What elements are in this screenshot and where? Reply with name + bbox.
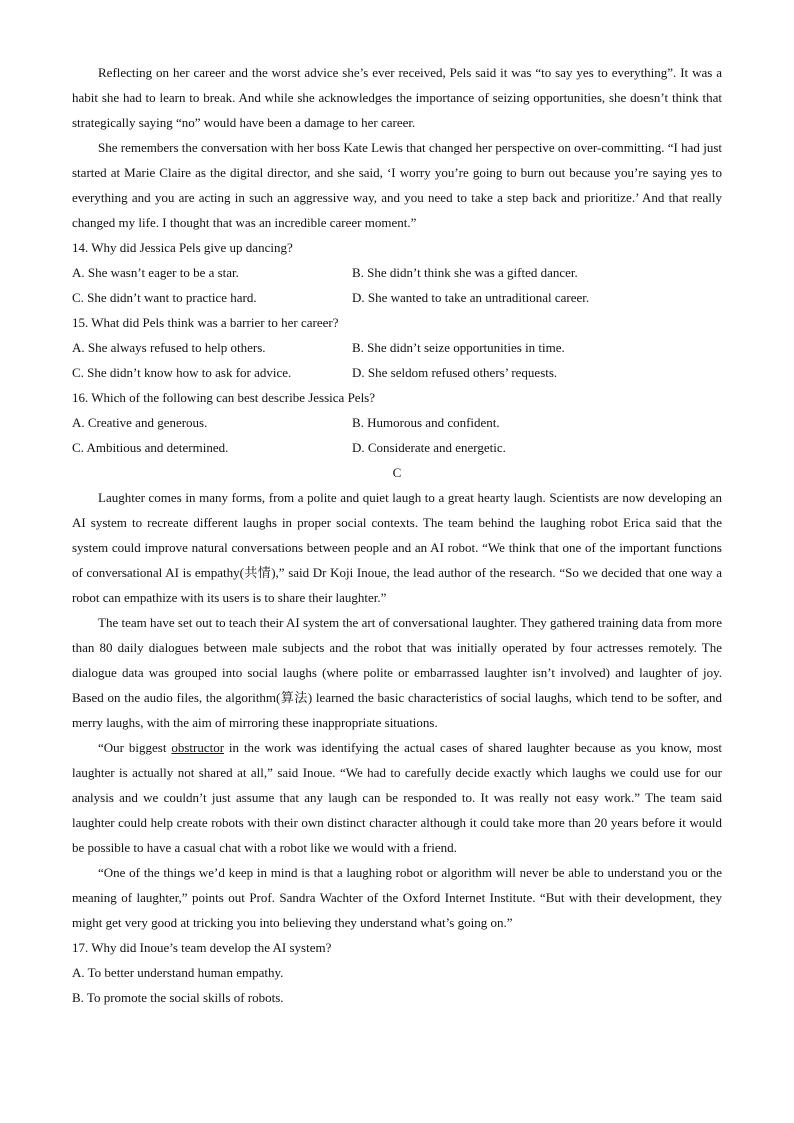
option-b: B. She didn’t think she was a gifted dancer. — [352, 265, 578, 280]
paragraph-text: “Our biggest — [98, 740, 172, 755]
option-a: A. She wasn’t eager to be a star. — [72, 265, 239, 280]
option-b: B. To promote the social skills of robots. — [72, 990, 284, 1005]
passage-c-paragraph-1: Laughter comes in many forms, from a polite and quiet laugh to a great hearty laugh. Scientists are now developing an AI system to recreate different laughs in proper social contexts. The team behind the laughing robot Erica said that the system could improve natural conversations between people and an AI robot. “We think that one of the important functions of conversational AI is empathy(共情),” said Dr Koji Inoue, the lead author of the research. “So we decided that one way a robot can empathize with its users is to share their laughter.” — [72, 490, 722, 605]
paragraph-text: in the work was identifying the actual cases of shared laughter because as you know, most laughter is actually not shared at all,” said Inoue. “We had to carefully decide exactly which laughs we could use for our analysis and we couldn’t just assume that any laugh can be responded to. It was really not easy work.” The team said laughter could help create robots with their own distinct character although it could take more than 20 years before it would be possible to have a casual chat with a robot like we would with a friend. — [72, 740, 722, 855]
passage-b-paragraph-1: Reflecting on her career and the worst advice she’s ever received, Pels said it was “to say yes to everything”. It was a habit she had to learn to break. And while she acknowledges the importance of seizing opportunities, she doesn’t think that strategically saying “no” would have been a damage to her career. — [72, 65, 722, 130]
option-a: A. Creative and generous. — [72, 415, 208, 430]
question-17 — [72, 935, 722, 1010]
underlined-word: obstructor — [171, 740, 225, 755]
option-c: C. Ambitious and determined. — [72, 440, 229, 455]
section-heading-c: C — [392, 465, 402, 480]
question-stem: 17. Why did Inoue’s team develop the AI system? — [72, 940, 332, 955]
passage-c-paragraph-3 — [72, 735, 722, 860]
option-a: A. To better understand human empathy. — [72, 965, 284, 980]
option-c: C. She didn’t want to practice hard. — [72, 290, 257, 305]
question-14 — [72, 235, 722, 310]
passage-c-paragraph-2: The team have set out to teach their AI system the art of conversational laughter. They gathered training data from more than 80 daily dialogues between male subjects and the robot that was initially operated by four actresses remotely. The dialogue data was grouped into social laughs (where polite or embarrassed laughter isn’t involved) and laughter of joy. Based on the audio files, the algorithm(算法) learned the basic characteristics of social laughs, which tend to be softer, and merry laughs, with the aim of mirroring these inappropriate situations. — [72, 615, 722, 730]
question-stem: 15. What did Pels think was a barrier to her career? — [72, 315, 339, 330]
option-d: D. She wanted to take an untraditional career. — [352, 290, 590, 305]
question-stem: 14. Why did Jessica Pels give up dancing? — [72, 240, 293, 255]
option-d: D. She seldom refused others’ requests. — [352, 365, 558, 380]
exam-page — [72, 60, 722, 1010]
option-a: A. She always refused to help others. — [72, 340, 266, 355]
option-b: B. Humorous and confident. — [352, 415, 500, 430]
option-d: D. Considerate and energetic. — [352, 440, 506, 455]
option-c: C. She didn’t know how to ask for advice. — [72, 365, 292, 380]
question-16 — [72, 385, 722, 460]
passage-c-paragraph-4: “One of the things we’d keep in mind is that a laughing robot or algorithm will never be able to understand you or the meaning of laughter,” points out Prof. Sandra Wachter of the Oxford Internet Institute. “But with their development, they might get very good at tricking you into believing they understand what’s going on.” — [72, 865, 722, 930]
passage-b-paragraph-2: She remembers the conversation with her boss Kate Lewis that changed her perspective on over-committing. “I had just started at Marie Claire as the digital director, and she said, ‘I worry you’re going to burn out because you’re saying yes to everything and you are acting in such an aggressive way, and you need to take a step back and prioritize.’ And that really changed my life. I thought that was an incredible career moment.” — [72, 140, 722, 230]
question-stem: 16. Which of the following can best describe Jessica Pels? — [72, 390, 376, 405]
option-b: B. She didn’t seize opportunities in time. — [352, 340, 565, 355]
question-15 — [72, 310, 722, 385]
